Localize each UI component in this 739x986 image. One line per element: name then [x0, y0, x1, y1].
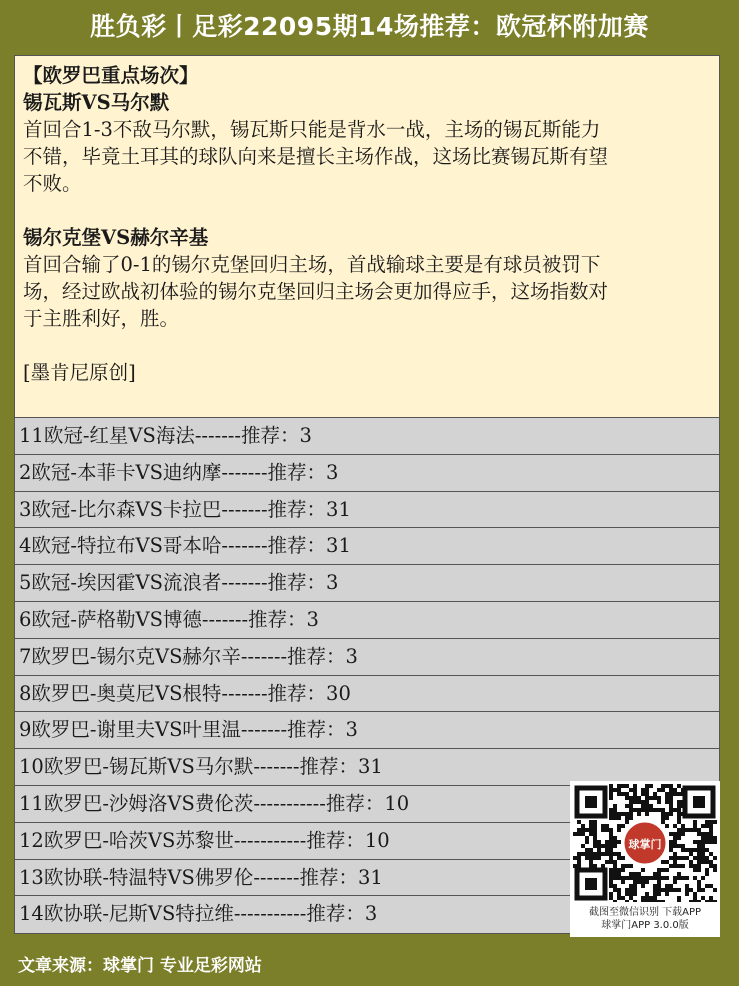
list-item: 9欧罗巴-谢里夫VS叶里温-------推荐：3	[15, 712, 719, 749]
list-item: 5欧冠-埃因霍VS流浪者-------推荐：3	[15, 565, 719, 602]
match-title: 锡尔克堡VS赫尔辛基	[23, 226, 209, 249]
section-title: 【欧罗巴重点场次】	[23, 64, 199, 87]
list-item: 8欧罗巴-奥莫尼VS根特-------推荐：30	[15, 676, 719, 713]
list-item: 13欧协联-特温特VS佛罗伦-------推荐：31	[15, 860, 719, 897]
list-item: 11欧冠-红星VS海法-------推荐：3	[15, 418, 719, 455]
match-text-line: 首回合输了0-1的锡尔克堡回归主场，首战输球主要是有球员被罚下	[23, 253, 601, 276]
match-title: 锡瓦斯VS马尔默	[23, 91, 170, 114]
qr-caption-line: 球掌门APP 3.0.0版	[601, 920, 689, 931]
list-item: 6欧冠-萨格勒VS博德-------推荐：3	[15, 602, 719, 639]
list-item: 2欧冠-本菲卡VS迪纳摩-------推荐：3	[15, 455, 719, 492]
qr-code-card[interactable]	[570, 781, 720, 937]
source-footer: 文章来源：球掌门 专业足彩网站	[18, 956, 262, 976]
page-title: 胜负彩丨足彩22095期14场推荐：欧冠杯附加赛	[90, 12, 649, 41]
intro-section	[15, 56, 719, 418]
list-item: 3欧冠-比尔森VS卡拉巴-------推荐：31	[15, 492, 719, 529]
list-item: 12欧罗巴-哈茨VS苏黎世-----------推荐：10	[15, 823, 719, 860]
match-text-line: 不败。	[23, 172, 82, 195]
qr-code-icon	[573, 784, 717, 902]
list-item: 4欧冠-特拉布VS哥本哈-------推荐：31	[15, 528, 719, 565]
match-text-line: 于主胜利好，胜。	[23, 307, 180, 330]
list-item: 11欧罗巴-沙姆洛VS费伦茨-----------推荐：10	[15, 786, 719, 823]
list-item: 10欧罗巴-锡瓦斯VS马尔默-------推荐：31	[15, 749, 719, 786]
qr-logo-text: 球掌门	[628, 838, 662, 851]
author-signature: [墨肯尼原创]	[23, 361, 136, 384]
match-text-line: 首回合1-3不敌马尔默，锡瓦斯只能是背水一战，主场的锡瓦斯能力	[23, 118, 601, 141]
list-item: 7欧罗巴-锡尔克VS赫尔辛-------推荐：3	[15, 639, 719, 676]
qr-caption-line: 截图至微信识别 下载APP	[588, 907, 702, 918]
match-text-line: 不错，毕竟土耳其的球队向来是擅长主场作战，这场比赛锡瓦斯有望	[23, 145, 609, 168]
match-text-line: 场，经过欧战初体验的锡尔克堡回归主场会更加得应手，这场指数对	[23, 280, 609, 303]
list-item: 14欧协联-尼斯VS特拉维-----------推荐：3	[19, 902, 378, 926]
